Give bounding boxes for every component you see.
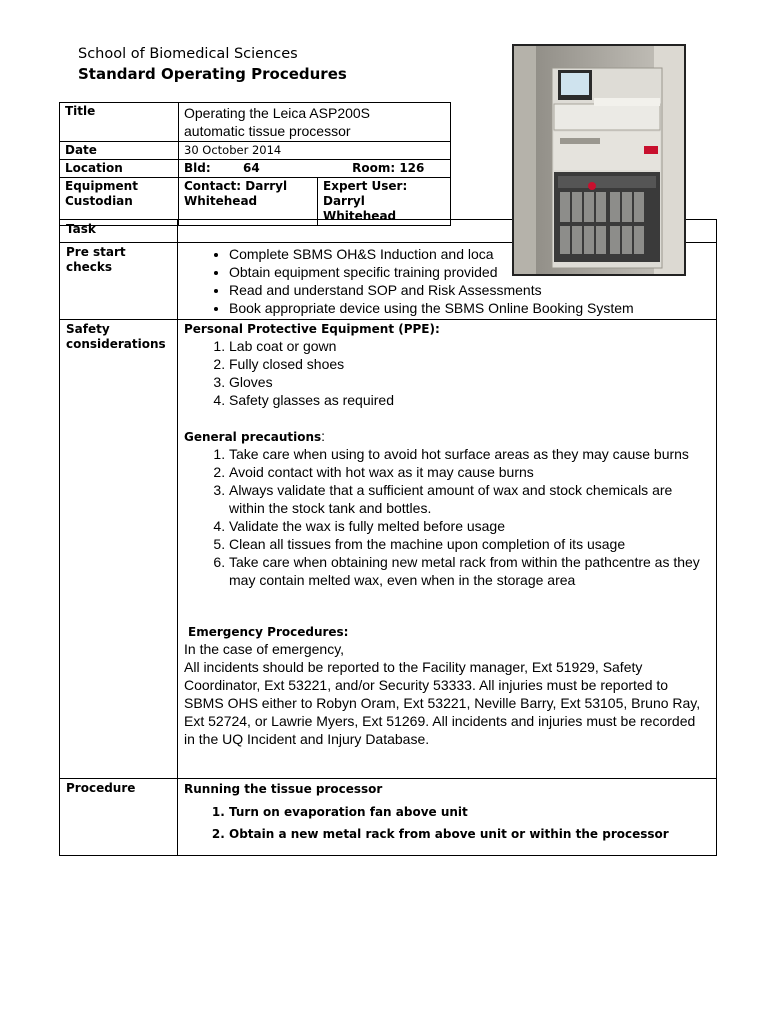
list-item: 5. Clean all tissues from the machine upon completion of its usage: [229, 535, 710, 553]
list-item: 2. Fully closed shoes: [229, 355, 710, 373]
safety-label-line1: Safety: [66, 322, 110, 336]
general-heading-colon: :: [321, 428, 326, 444]
custodian-label-line2: Custodian: [65, 194, 133, 208]
location-value: [179, 160, 451, 178]
room-label: Room: 126: [352, 161, 425, 175]
procedure-label: Procedure: [60, 779, 178, 856]
title-value-line2: automatic tissue processor: [184, 123, 351, 139]
custodian-label-line1: Equipment: [65, 179, 138, 193]
location-row: [60, 160, 451, 178]
list-item: 4. Safety glasses as required: [229, 391, 710, 409]
document-type: Standard Operating Procedures: [78, 65, 347, 83]
procedure-steps: [184, 801, 710, 845]
emergency-text: All incidents should be reported to the Facility manager, Ext 51929, Safety Coordinator, Ext 53221, and/or Security 53333. All injuries must be reported to SBMS OHS either to Robyn Oram, Ext 53221, Neville Barry, Ext 53105, Bruno Ray, Ext 52724, or Lawrie Myers, Ext 51269. All incidents and injuries must be recorded in the UQ Incident and Injury Database.: [184, 659, 701, 747]
list-item: 1. Lab coat or gown: [229, 337, 710, 355]
prestart-label: [60, 243, 178, 320]
tissue-processor-illustration: [514, 46, 684, 274]
title-value: [179, 103, 451, 142]
bld-value: 64: [243, 161, 260, 175]
task-label: Task: [60, 220, 178, 243]
bld-label: Bld:: [184, 161, 211, 175]
procedure-table: [59, 219, 717, 856]
safety-label: [60, 320, 178, 779]
list-item: 1. Turn on evaporation fan above unit: [229, 801, 710, 823]
expert-line1: Expert User:: [323, 179, 408, 193]
list-item: • Book appropriate device using the SBMS Online Booking System: [229, 299, 710, 317]
info-table: [59, 102, 451, 226]
date-label: Date: [60, 142, 179, 160]
procedure-heading: Running the tissue processor: [184, 782, 383, 796]
general-precautions-heading: [184, 427, 710, 445]
ppe-heading: Personal Protective Equipment (PPE):: [184, 322, 440, 336]
date-value: 30 October 2014: [179, 142, 451, 160]
title-label: Title: [60, 103, 179, 142]
list-item: 1. Take care when using to avoid hot surface areas as they may cause burns: [229, 445, 710, 463]
tissue-processor-photo: [512, 44, 686, 276]
contact-line1: Contact: Darryl: [184, 179, 288, 193]
list-item: 3. Always validate that a sufficient amount of wax and stock chemicals are within the stock tank and bottles.: [229, 481, 710, 517]
list-item: 3. Gloves: [229, 373, 710, 391]
list-item: • Complete SBMS OH&S Induction and loca: [229, 245, 710, 263]
date-row: [60, 142, 451, 160]
prestart-label-line2: checks: [66, 260, 113, 274]
list-item: • Obtain equipment specific training provided: [229, 263, 710, 281]
list-item: • Read and understand SOP and Risk Assessments: [229, 281, 710, 299]
safety-label-line2: considerations: [66, 337, 166, 351]
safety-considerations: [178, 320, 717, 779]
location-label: Location: [60, 160, 179, 178]
expert-line2: Darryl: [323, 194, 365, 208]
list-item: 2. Avoid contact with hot wax as it may cause burns: [229, 463, 710, 481]
prestart-label-line1: Pre start: [66, 245, 126, 259]
list-item: 2. Obtain a new metal rack from above unit or within the processor: [229, 823, 710, 845]
procedure-row: [60, 779, 717, 856]
list-item: 6. Take care when obtaining new metal rack from within the pathcentre as they may contain melted wax, even when in the storage area: [229, 553, 710, 589]
title-row: [60, 103, 451, 142]
safety-row: [60, 320, 717, 779]
school-name: School of Biomedical Sciences: [78, 46, 298, 62]
title-value-line1: Operating the Leica ASP200S: [184, 105, 371, 121]
general-precautions-list: [184, 445, 710, 589]
emergency-heading: Emergency Procedures:: [188, 625, 349, 639]
general-heading-text: General precautions: [184, 430, 322, 444]
contact-line2: Whitehead: [184, 194, 258, 208]
expert-line3: Whitehead: [323, 209, 397, 223]
ppe-list: [184, 337, 710, 409]
list-item: 4. Validate the wax is fully melted before usage: [229, 517, 710, 535]
procedure-content: [178, 779, 717, 856]
emergency-intro: In the case of emergency,: [184, 641, 345, 657]
